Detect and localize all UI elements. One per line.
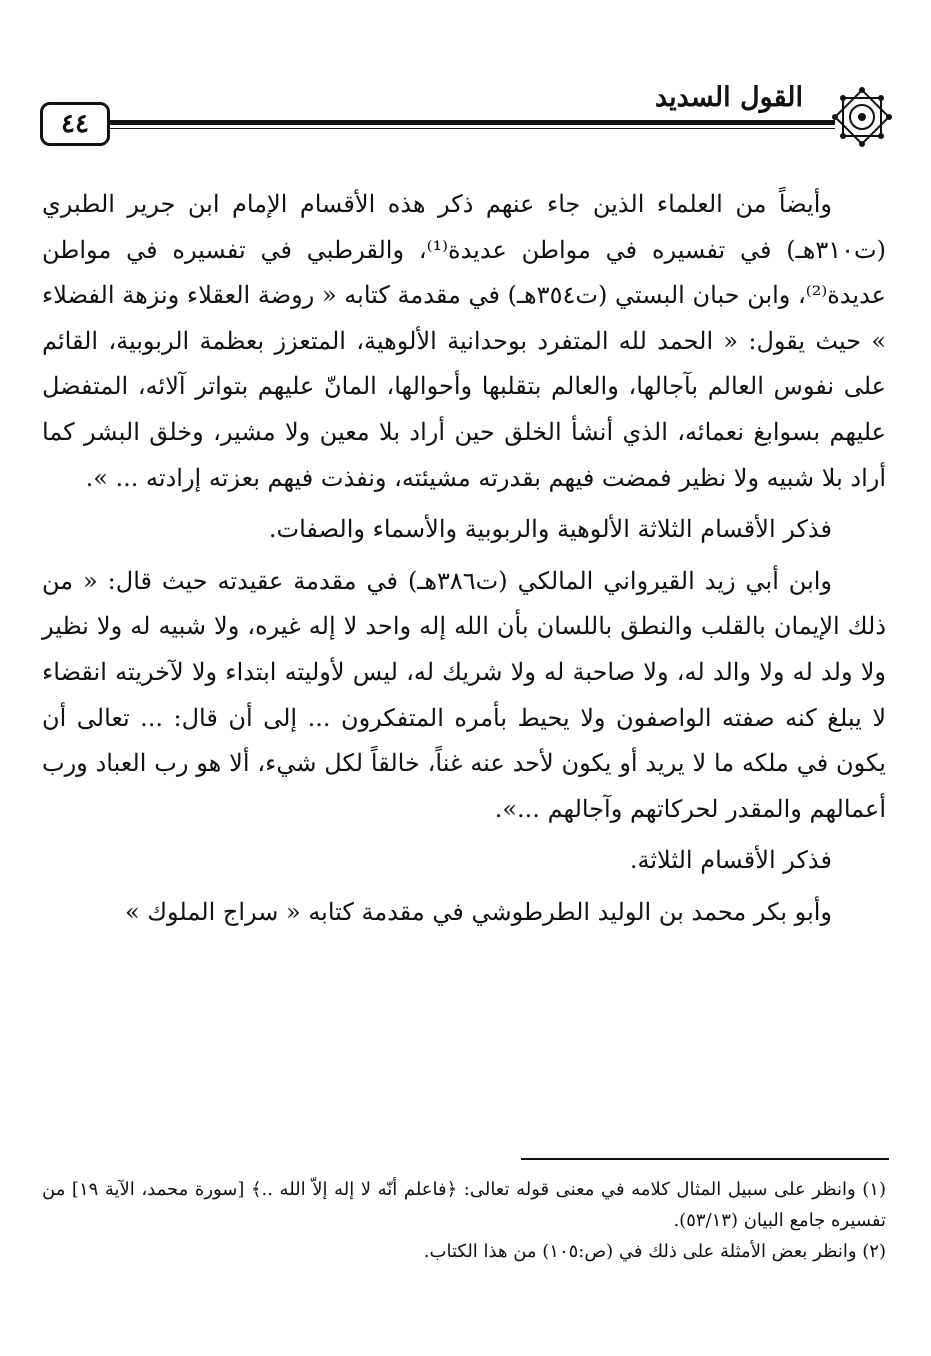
footnote-separator (521, 1158, 889, 1160)
footnote: (١) وانظر على سبيل المثال كلامه في معنى قوله تعالى: ﴿فاعلم أنّه لا إله إلاّ الله ..﴾ [سورة محمد، الآية ١٩] من تفسيره جامع البيان (٥٣/١٣). (42, 1179, 886, 1231)
page-number: ٤٤ (61, 109, 89, 139)
page-number-box (40, 102, 110, 146)
paragraph: فذكر الأقسام الثلاثة. (629, 846, 832, 875)
main-text (42, 182, 886, 936)
paragraph: فذكر الأقسام الثلاثة الألوهية والربوبية والأسماء والصفات. (268, 515, 832, 544)
header-rule (108, 120, 835, 125)
footnotes (42, 1174, 886, 1267)
star-ornament-icon (829, 84, 895, 150)
book-title: القول السديد (654, 82, 803, 113)
footnote: (٢) وانظر بعض الأمثلة على ذلك في (ص:١٠٥) من هذا الكتاب. (423, 1241, 886, 1262)
paragraph: وابن أبي زيد القيرواني المالكي (ت٣٨٦هـ) في مقدمة عقيدته حيث قال: « من ذلك الإيمان بالقلب والنطق باللسان بأن الله إله واحد لا إله غيره، ولا شبيه له ولا نظير ولا ولد له ولا والد له، ولا صاحبة له ولا شريك له، ليس لأوليته ابتداء ولا لآخريته انقضاء لا يبلغ كنه صفته الواصفون ولا يحيط بأمره المتفكرون ... إلى أن قال: ... تعالى أن يكون في ملكه ما لا يريد أو يكون لأحد عنه غناً، خالقاً لكل شيء، ألا هو رب العباد ورب أعمالهم والمقدر لحركاتهم وآجالهم ...». (42, 566, 887, 823)
paragraph: وأيضاً من العلماء الذين جاء عنهم ذكر هذه الأقسام الإمام ابن جرير الطبري (ت٣١٠هـ) في تفسيره في مواطن عديدة⁽¹⁾، والقرطبي في تفسيره في مواطن عديدة⁽²⁾، وابن حبان البستي (ت٣٥٤هـ) في مقدمة كتابه « روضة العقلاء ونزهة الفضلاء » حيث يقول: « الحمد لله المتفرد بوحدانية الألوهية، المتعزز بعظمة الربوبية، القائم على نفوس العالم بآجالها، والعالم بتقلبها وأحوالها، المانّ عليهم بتواتر آلائه، المتفضل عليهم بسوابغ نعمائه، الذي أنشأ الخلق حين أراد بلا معين ولا مشير، وخلق البشر كما أراد بلا شبيه ولا نظير فمضت فيهم بقدرته مشيئته، ونفذت فيهم بعزته إرادته ... ». (42, 190, 886, 492)
header-rule-thin (108, 128, 835, 129)
paragraph: وأبو بكر محمد بن الوليد الطرطوشي في مقدمة كتابه « سراج الملوك » (124, 897, 832, 926)
page-header (0, 70, 931, 150)
